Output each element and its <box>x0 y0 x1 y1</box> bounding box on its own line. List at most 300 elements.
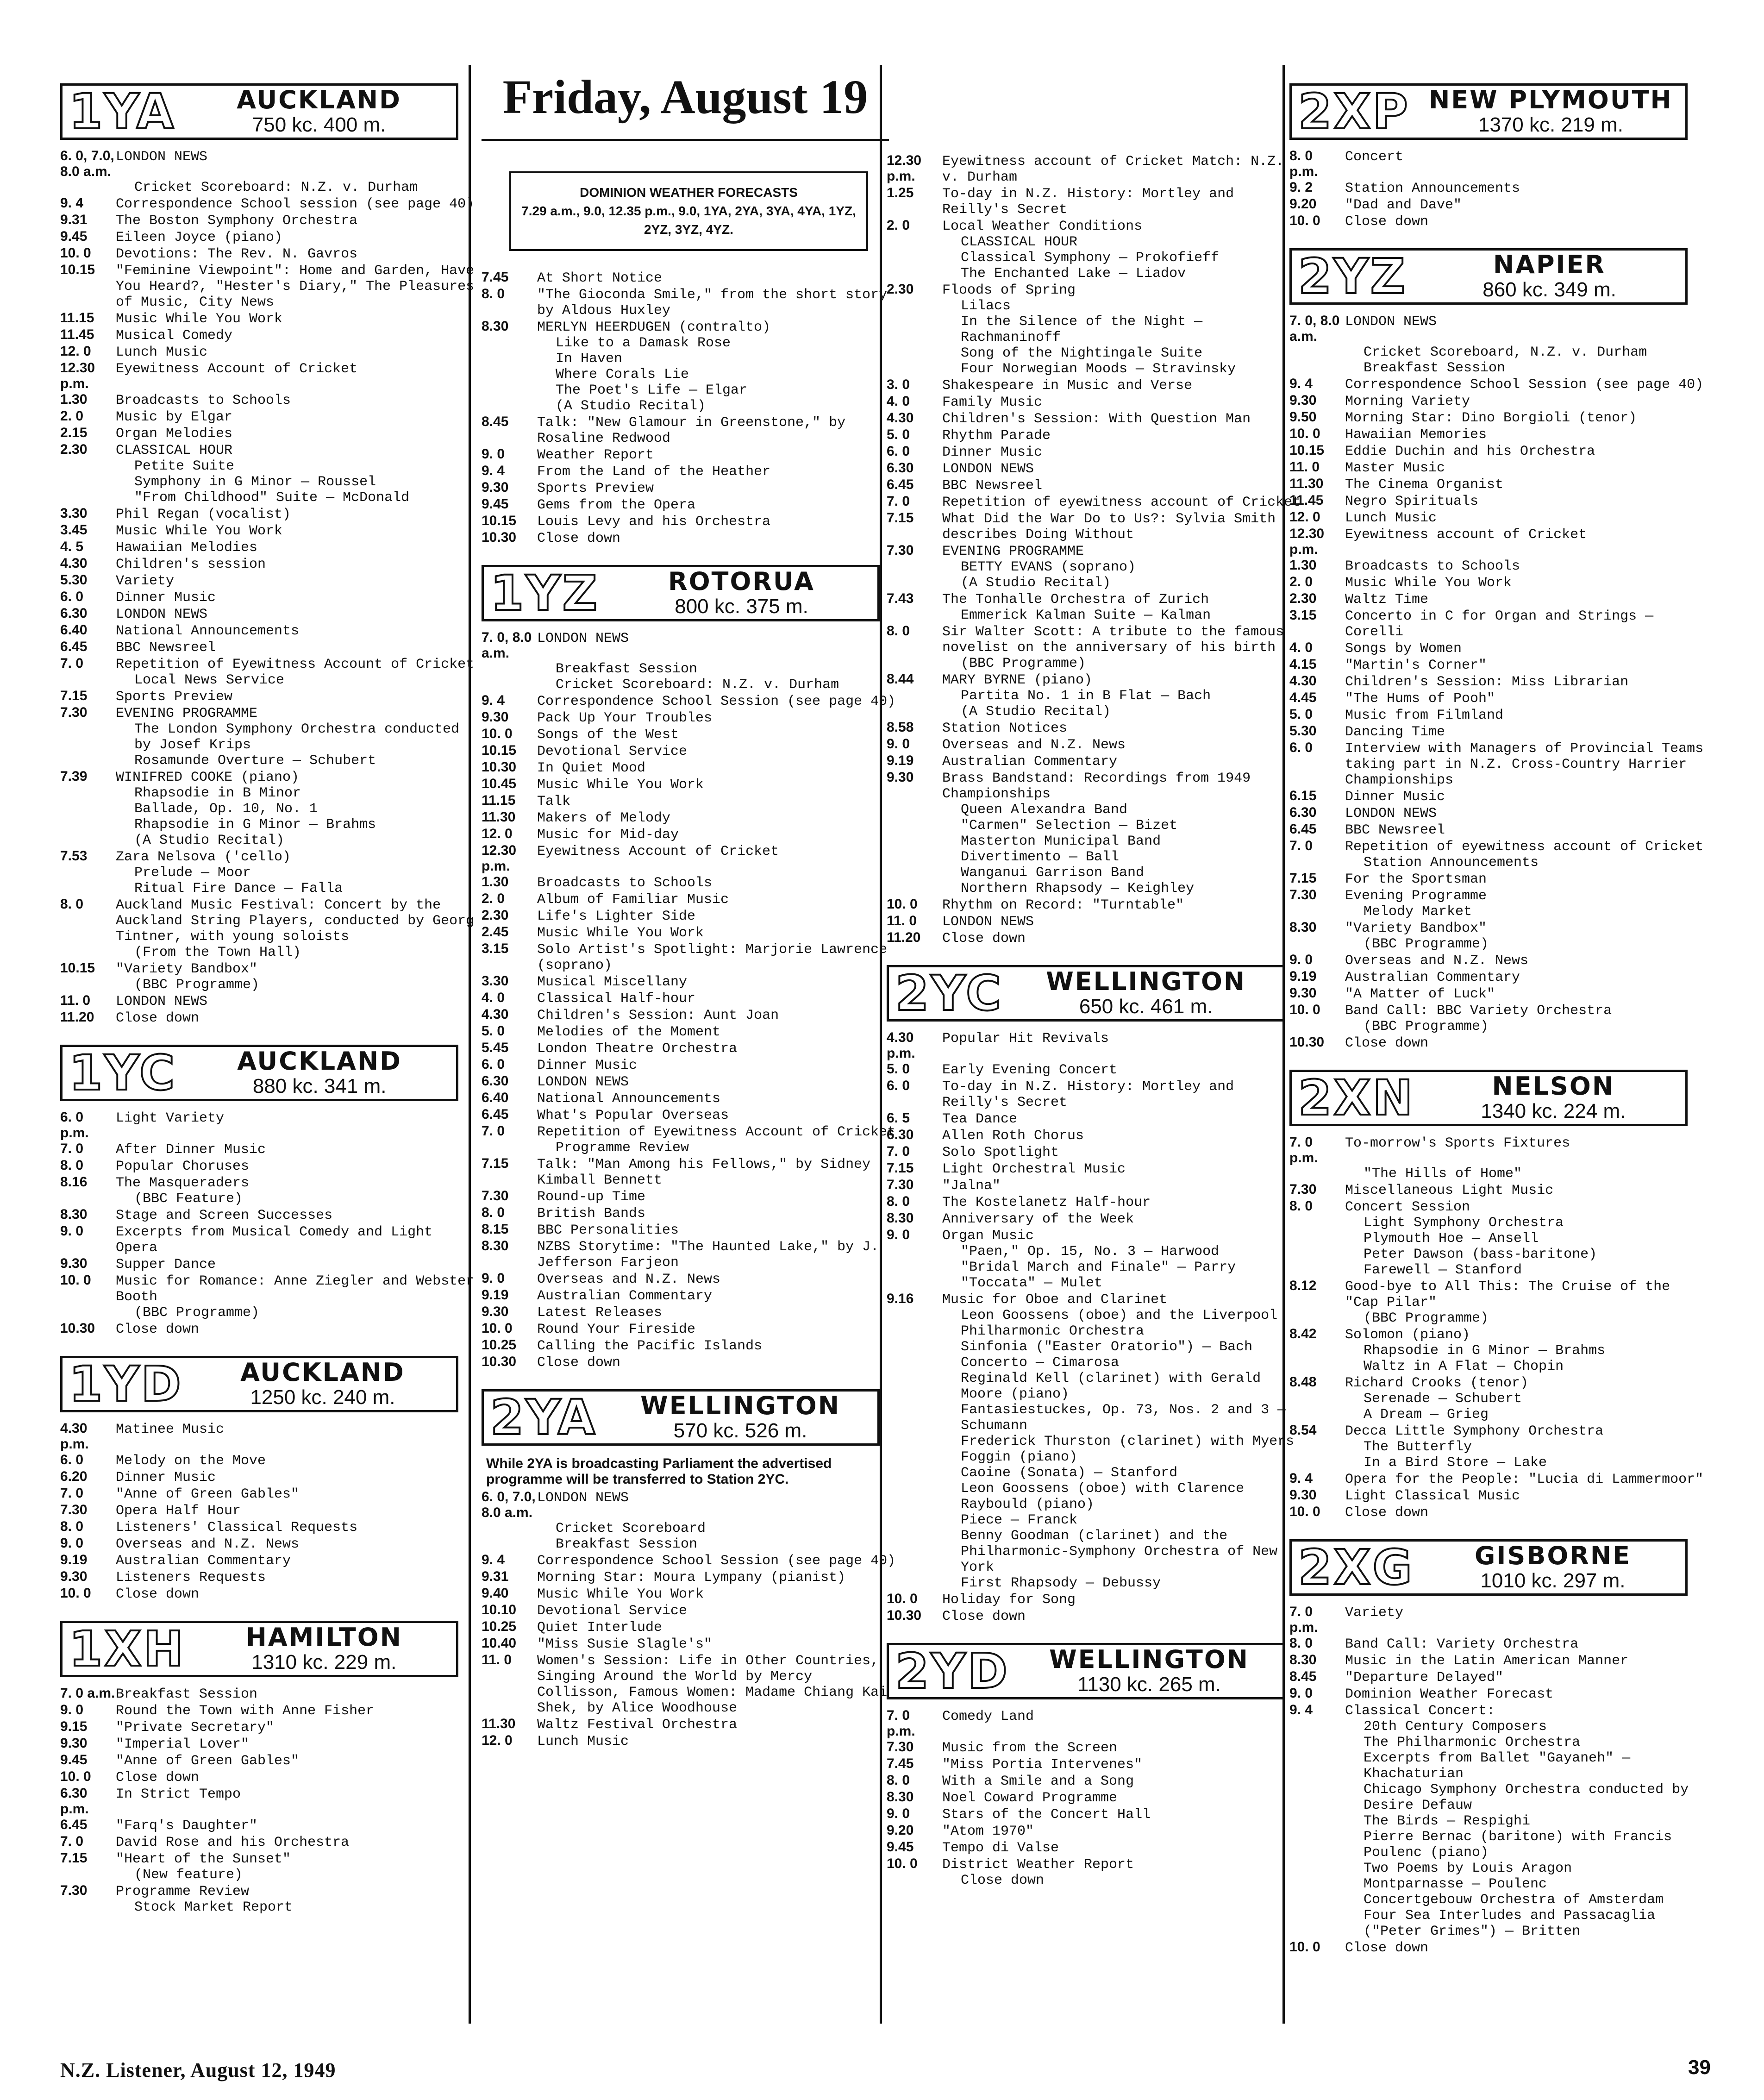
program-entry <box>1289 838 1704 855</box>
program-title: Music While You Work <box>1345 575 1512 591</box>
station-badge-1xh <box>60 1621 458 1677</box>
program-entry <box>60 458 475 474</box>
program-entry <box>482 843 896 874</box>
program-title: Rhythm on Record: "Turntable" <box>942 897 1184 913</box>
program-entry <box>1289 345 1704 360</box>
footer-publication: N.Z. Listener, August 12, 1949 <box>60 2059 336 2081</box>
program-title: The Birds — Respighi <box>1364 1813 1531 1829</box>
program-title: Music for Mid-day <box>537 827 679 843</box>
program-title: Light Classical Music <box>1345 1488 1520 1504</box>
program-time: 1.30 <box>482 874 509 890</box>
program-time: 7. 0 <box>887 494 910 509</box>
program-title: CLASSICAL HOUR <box>116 443 233 458</box>
program-time: 12. 0 <box>482 1733 513 1748</box>
program-time: 8.30 <box>887 1789 914 1805</box>
program-time: 9.45 <box>60 1752 88 1768</box>
program-time: 5. 0 <box>1289 707 1313 722</box>
program-time: 10.15 <box>60 262 95 277</box>
program-title: "Imperial Lover" <box>116 1736 250 1752</box>
program-time: 7. 0 <box>60 1486 84 1501</box>
program-title: Correspondence School session (see page 40) <box>116 196 475 212</box>
program-entry <box>887 1528 1301 1575</box>
program-title: Life's Lighter Side <box>537 909 696 924</box>
program-entry <box>1289 526 1704 558</box>
program-entry <box>482 1354 896 1371</box>
program-time: 9. 4 <box>60 195 84 211</box>
program-title: From the Land of the Heather <box>537 464 771 480</box>
program-title: Song of the Nightingale Suite <box>961 345 1203 361</box>
program-time: 6.45 <box>482 1107 509 1122</box>
program-entry <box>887 444 1301 460</box>
station-frequency: 750 kc. 400 m. <box>252 113 386 136</box>
program-title: Pierre Bernac (baritone) with Francis Poulenc (piano) <box>1364 1829 1672 1861</box>
program-time: 10.45 <box>482 776 517 791</box>
program-entry <box>482 1321 896 1337</box>
program-entry <box>60 360 475 392</box>
program-title: BBC Newsreel <box>116 640 216 656</box>
program-title: Overseas and N.Z. News <box>942 737 1126 753</box>
program-title: LONDON NEWS <box>942 914 1034 930</box>
station-callsign: 1YZ <box>490 565 600 621</box>
program-entry <box>887 1608 1301 1624</box>
program-entry <box>60 817 475 833</box>
program-entry <box>60 1502 475 1519</box>
program-entry <box>887 1160 1301 1177</box>
program-entry <box>482 1107 896 1123</box>
program-time: 8.15 <box>482 1222 509 1237</box>
program-entry <box>1289 558 1704 574</box>
program-title: Listeners' Classical Requests <box>116 1520 358 1536</box>
program-entry <box>887 1275 1301 1291</box>
program-title: Louis Levy and his Orchestra <box>537 514 771 530</box>
program-entry <box>60 327 475 344</box>
program-time: 6. 0 <box>60 1452 84 1467</box>
program-time: 12.30 p.m. <box>1289 526 1325 557</box>
program-time: 6. 0 <box>60 589 84 604</box>
program-entry <box>1289 887 1704 904</box>
program-time: 3.30 <box>60 506 88 521</box>
program-title: LONDON NEWS <box>116 149 208 165</box>
program-title: LONDON NEWS <box>1345 314 1437 330</box>
program-entry <box>1289 376 1704 393</box>
program-time: 4.30 p.m. <box>887 1030 915 1061</box>
program-time: 3. 0 <box>887 377 910 392</box>
program-title: Australian Commentary <box>942 754 1118 770</box>
program-title: First Rhapsody — Debussy <box>961 1575 1161 1591</box>
program-time: 8.42 <box>1289 1326 1317 1341</box>
program-time: 10.30 <box>482 1354 517 1369</box>
program-title: Concert <box>1345 149 1404 165</box>
program-time: 9.45 <box>887 1839 914 1855</box>
program-time: 8. 0 <box>60 896 84 912</box>
station-badge-1yz <box>482 565 880 621</box>
program-entry <box>887 1434 1301 1465</box>
program-time: 7.30 <box>887 1177 914 1192</box>
program-entry <box>887 930 1301 947</box>
program-entry <box>1289 608 1704 640</box>
program-entry <box>887 802 1301 818</box>
program-title: Organ Music <box>942 1228 1034 1244</box>
program-title: Anniversary of the Week <box>942 1211 1134 1227</box>
station-frequency: 1310 kc. 229 m. <box>251 1651 397 1674</box>
program-time: 12. 0 <box>482 826 513 841</box>
program-time: 4. 5 <box>60 539 84 554</box>
station-name: WELLINGTON <box>1049 1645 1249 1674</box>
program-time: 7.30 <box>887 543 914 558</box>
program-title: Rosamunde Overture — Schubert <box>134 753 376 769</box>
program-title: (BBC Feature) <box>134 1191 243 1207</box>
program-time: 9. 4 <box>482 693 505 708</box>
program-entry <box>1289 1892 1704 1908</box>
program-entry <box>60 1256 475 1273</box>
program-title: Fantasiestuckes, Op. 73, Nos. 2 and 3 — Schumann <box>961 1402 1286 1434</box>
station-callsign: 2XG <box>1298 1539 1414 1596</box>
program-title: Melody Market <box>1364 904 1472 920</box>
program-entry <box>482 809 896 826</box>
program-title: "Variety Bandbox" <box>1345 921 1487 936</box>
program-title: Tempo di Valse <box>942 1840 1059 1856</box>
program-time: 11. 0 <box>60 993 91 1008</box>
program-entry <box>1289 1908 1704 1939</box>
program-entry <box>482 1636 896 1652</box>
program-title: (New feature) <box>134 1867 243 1883</box>
program-title: Breakfast Session <box>116 1686 258 1702</box>
program-time: 4.30 p.m. <box>60 1421 89 1452</box>
program-entry <box>60 1686 475 1702</box>
program-entry <box>60 622 475 639</box>
program-title: Repetition of Eyewitness Account of Cricket <box>537 1124 896 1140</box>
program-title: BBC Newsreel <box>942 478 1043 494</box>
program-entry <box>60 442 475 458</box>
program-title: Lunch Music <box>116 345 208 360</box>
program-time: 7.15 <box>482 1156 509 1171</box>
program-entry <box>60 1174 475 1191</box>
program-entry <box>887 510 1301 543</box>
program-title: Rhythm Parade <box>942 428 1051 444</box>
program-entry <box>60 1569 475 1586</box>
program-time: 9.45 <box>60 229 88 244</box>
program-entry <box>60 721 475 753</box>
program-entry <box>887 1291 1301 1308</box>
program-title: Programme Review <box>556 1140 689 1156</box>
program-list-2xn <box>1289 1135 1704 1521</box>
program-title: "Feminine Viewpoint": Home and Garden, Have You Heard?, "Hester's Diary," The Pleasures of Music, City News <box>116 263 475 310</box>
program-title: Chicago Symphony Orchestra conducted by Desire Defauw <box>1364 1782 1689 1813</box>
program-entry <box>1289 855 1704 871</box>
program-entry <box>1289 1939 1704 1956</box>
program-entry <box>482 1188 896 1205</box>
program-entry <box>482 1040 896 1057</box>
program-title: Hawaiian Memories <box>1345 427 1487 443</box>
program-entry <box>887 1177 1301 1194</box>
program-entry <box>1289 1215 1704 1231</box>
program-entry <box>887 1061 1301 1078</box>
program-title: The Kostelanetz Half-hour <box>942 1195 1151 1210</box>
program-entry <box>60 262 475 310</box>
program-entry <box>1289 1439 1704 1455</box>
program-title: In the Silence of the Night — Rachmaninoff <box>961 314 1203 345</box>
station-frequency: 1370 kc. 219 m. <box>1478 113 1623 136</box>
program-entry <box>887 1839 1301 1856</box>
program-title: The London Symphony Orchestra conducted by Josef Krips <box>134 721 460 753</box>
program-title: (A Studio Recital) <box>134 833 285 848</box>
program-entry <box>60 1586 475 1602</box>
program-time: 10.25 <box>482 1337 517 1353</box>
program-title: In Quiet Mood <box>537 760 646 776</box>
program-title: Matinee Music <box>116 1422 225 1437</box>
program-time: 7.45 <box>482 270 509 285</box>
program-time: 5.30 <box>60 572 88 588</box>
program-title: Sports Preview <box>116 689 233 705</box>
program-title: Concerto — Cimarosa <box>961 1355 1120 1371</box>
program-time: 2. 0 <box>1289 574 1313 589</box>
program-entry <box>60 753 475 769</box>
program-entry <box>887 1260 1301 1275</box>
program-time: 7. 0 <box>60 656 84 671</box>
program-entry <box>482 891 896 908</box>
program-entry <box>887 494 1301 510</box>
program-title: Melody on the Move <box>116 1453 266 1469</box>
program-title: Sinfonia ("Easter Oratorio") — Bach <box>961 1339 1253 1355</box>
program-entry <box>1289 1407 1704 1423</box>
program-time: 6.45 <box>60 1817 88 1832</box>
program-title: CLASSICAL HOUR <box>961 234 1078 250</box>
program-entry <box>482 1287 896 1304</box>
program-title: Close down <box>942 931 1026 947</box>
program-time: 10.10 <box>482 1602 517 1617</box>
program-time: 7.45 <box>887 1756 914 1771</box>
station-frequency: 1340 kc. 224 m. <box>1481 1100 1626 1122</box>
program-entry <box>482 973 896 990</box>
program-entry <box>482 1521 896 1536</box>
program-title: For the Sportsman <box>1345 871 1487 887</box>
program-title: Like to a Damask Rose <box>556 335 731 351</box>
program-entry <box>887 1465 1301 1481</box>
program-entry <box>482 367 896 382</box>
station-callsign: 2XP <box>1298 83 1410 140</box>
program-title: NZBS Storytime: "The Haunted Lake," by J. Jefferson Farjeon <box>537 1239 879 1271</box>
program-title: Variety <box>116 573 175 589</box>
program-entry <box>60 1883 475 1899</box>
program-title: Leon Goossens (oboe) with Clarence Raybould (piano) <box>961 1481 1245 1512</box>
program-entry <box>482 759 896 776</box>
program-title: Music for Romance: Anne Ziegler and Webster Booth <box>116 1273 475 1305</box>
program-title: Close down <box>961 1873 1045 1888</box>
station-badge-1yd <box>60 1356 458 1412</box>
program-title: Phil Regan (vocalist) <box>116 507 291 522</box>
station-badge-1yc <box>60 1045 458 1101</box>
program-entry <box>60 960 475 977</box>
program-title: Repetition of Eyewitness Account of Cricket <box>116 657 475 672</box>
station-callsign: 1XH <box>69 1621 186 1677</box>
program-entry <box>887 896 1301 913</box>
program-entry <box>60 1752 475 1769</box>
program-entry <box>60 212 475 229</box>
program-time: 2.30 <box>887 282 914 297</box>
masthead-rule <box>482 139 889 141</box>
program-title: A Dream — Grieg <box>1364 1407 1489 1423</box>
program-entry <box>1289 213 1704 230</box>
program-entry <box>60 1421 475 1452</box>
program-entry <box>482 709 896 726</box>
program-entry <box>887 736 1301 753</box>
program-entry <box>60 1110 475 1141</box>
program-time: 7.39 <box>60 769 88 784</box>
program-time: 7. 0 <box>887 1144 910 1159</box>
program-entry <box>1289 1019 1704 1034</box>
program-entry <box>887 185 1301 218</box>
program-time: 9.45 <box>482 496 509 512</box>
program-time: 8.48 <box>1289 1374 1317 1390</box>
program-entry <box>887 608 1301 623</box>
program-time: 10. 0 <box>1289 213 1320 228</box>
program-time: 10. 0 <box>1289 1002 1320 1017</box>
program-title: London Theatre Orchestra <box>537 1041 738 1057</box>
program-title: Eyewitness Account of Cricket <box>537 844 779 859</box>
program-title: Reginald Kell (clarinet) with Gerald Moore (piano) <box>961 1371 1261 1402</box>
program-title: Talk: "New Glamour in Greenstone," by Rosaline Redwood <box>537 415 846 446</box>
column-2 <box>482 144 896 1749</box>
program-entry <box>887 1371 1301 1402</box>
program-entry <box>60 833 475 848</box>
program-entry <box>60 310 475 327</box>
program-time: 9.15 <box>60 1719 88 1734</box>
station-badge-2ya <box>482 1389 880 1446</box>
program-time: 6. 0 p.m. <box>60 1110 89 1141</box>
station-name: WELLINGTON <box>640 1391 841 1420</box>
program-entry <box>1289 657 1704 673</box>
program-title: "Departure Delayed" <box>1345 1670 1504 1686</box>
program-entry <box>482 908 896 924</box>
program-title: Opera Half Hour <box>116 1503 241 1519</box>
program-entry <box>887 460 1301 477</box>
program-title: Correspondence School Session (see page 40) <box>537 1553 896 1569</box>
station-callsign: 2XN <box>1298 1070 1415 1126</box>
program-title: Waltz in A Flat — Chopin <box>1364 1359 1564 1374</box>
program-title: The Masqueraders <box>116 1175 250 1191</box>
program-title: Eyewitness account of Cricket Match: N.Z. v. Durham <box>942 154 1284 185</box>
program-time: 2.45 <box>482 924 509 940</box>
program-entry <box>482 874 896 891</box>
program-time: 4. 0 <box>1289 640 1313 655</box>
program-entry <box>1289 821 1704 838</box>
program-title: Ritual Fire Dance — Falla <box>134 881 343 896</box>
program-time: 6. 0 <box>1289 740 1313 755</box>
program-title: Queen Alexandra Band <box>961 802 1128 818</box>
program-entry <box>60 1141 475 1158</box>
program-entry <box>887 1210 1301 1227</box>
program-time: 10. 0 <box>887 896 918 912</box>
program-entry <box>1289 1876 1704 1892</box>
program-title: "Atom 1970" <box>942 1824 1034 1839</box>
program-title: 20th Century Composers <box>1364 1719 1547 1735</box>
program-title: Close down <box>116 1322 200 1337</box>
program-time: 9. 0 <box>60 1702 84 1718</box>
program-title: Solo Artist's Spotlight: Marjorie Lawrence (soprano) <box>537 942 888 973</box>
program-time: 8.54 <box>1289 1423 1317 1438</box>
program-title: Broadcasts to Schools <box>537 875 713 891</box>
program-time: 9. 0 <box>482 1271 505 1286</box>
program-entry <box>482 496 896 513</box>
program-title: Children's Session: Aunt Joan <box>537 1008 779 1023</box>
program-entry <box>1289 1487 1704 1504</box>
program-time: 6. 0, 7.0, 8.0 a.m. <box>482 1489 536 1520</box>
program-time: 10.30 <box>60 1321 95 1336</box>
program-entry <box>1289 788 1704 805</box>
program-time: 7.30 <box>60 1883 88 1898</box>
program-time: 9.40 <box>482 1586 509 1601</box>
program-entry <box>60 672 475 688</box>
program-entry <box>1289 409 1704 426</box>
program-time: 6.30 p.m. <box>60 1786 89 1817</box>
program-entry <box>1289 1719 1704 1735</box>
program-entry <box>1289 1182 1704 1198</box>
program-title: Morning Variety <box>1345 394 1470 409</box>
program-title: Eileen Joyce (piano) <box>116 230 283 245</box>
program-title: Variety <box>1345 1605 1404 1621</box>
program-entry <box>1289 1861 1704 1876</box>
program-title: Family Music <box>942 395 1043 410</box>
program-title: Four Norwegian Moods — Stravinsky <box>961 361 1236 377</box>
program-entry <box>60 1469 475 1486</box>
program-time: 9. 0 <box>60 1536 84 1551</box>
program-title: Songs of the West <box>537 727 679 743</box>
program-entry <box>482 693 896 709</box>
program-entry <box>482 776 896 793</box>
program-time: 10.30 <box>482 530 517 545</box>
program-title: District Weather Report <box>942 1857 1134 1873</box>
program-time: 4.30 <box>887 410 914 426</box>
program-title: Music from Filmland <box>1345 708 1504 723</box>
program-time: 3.15 <box>482 941 509 956</box>
program-title: Hawaiian Melodies <box>116 540 258 556</box>
program-time: 9. 4 <box>482 1552 505 1567</box>
program-time: 5. 0 <box>887 427 910 442</box>
program-time: 9. 0 <box>60 1223 84 1239</box>
program-title: "The Gioconda Smile," from the short story by Aldous Huxley <box>537 287 888 319</box>
program-title: Solomon (piano) <box>1345 1327 1470 1343</box>
program-time: 10. 0 <box>482 1321 513 1336</box>
program-title: Music While You Work <box>116 311 283 327</box>
station-name: NELSON <box>1492 1072 1615 1101</box>
program-time: 8. 0 p.m. <box>1289 148 1318 179</box>
program-entry <box>482 1337 896 1354</box>
program-entry <box>887 913 1301 930</box>
program-entry <box>60 848 475 865</box>
program-time: 8. 0 <box>887 1194 910 1209</box>
parliament-note: While 2YA is broadcasting Parliament the advertised programme will be transferred to Station 2YC. <box>486 1456 832 1487</box>
program-entry <box>887 477 1301 494</box>
program-title: "Toccata" — Mulet <box>961 1275 1103 1291</box>
program-time: 5. 0 <box>887 1061 910 1077</box>
weather-times: 7.29 a.m., 9.0, 12.35 p.m., 9.0, 1YA, 2YA, 3YA, 4YA, 1YZ, 2YZ, 3YZ, 4YZ. <box>521 204 856 237</box>
program-time: 11. 0 <box>887 913 917 928</box>
program-title: Popular Hit Revivals <box>942 1031 1109 1047</box>
program-time: 6.45 <box>1289 821 1317 837</box>
program-title: Negro Spirituals <box>1345 494 1479 509</box>
program-title: Rhapsodie in G Minor — Brahms <box>134 817 376 833</box>
masthead: Friday, August 19 <box>502 70 868 124</box>
program-entry <box>60 148 475 180</box>
program-time: 9. 0 <box>1289 952 1313 967</box>
program-time: 9.30 <box>1289 985 1317 1001</box>
program-time: 8.30 <box>887 1210 914 1226</box>
program-title: Montparnasse — Poulenc <box>1364 1876 1547 1892</box>
program-time: 9.20 <box>887 1823 914 1838</box>
program-title: In Strict Tempo <box>116 1787 241 1802</box>
program-title: Latest Releases <box>537 1305 663 1321</box>
program-entry <box>60 688 475 705</box>
